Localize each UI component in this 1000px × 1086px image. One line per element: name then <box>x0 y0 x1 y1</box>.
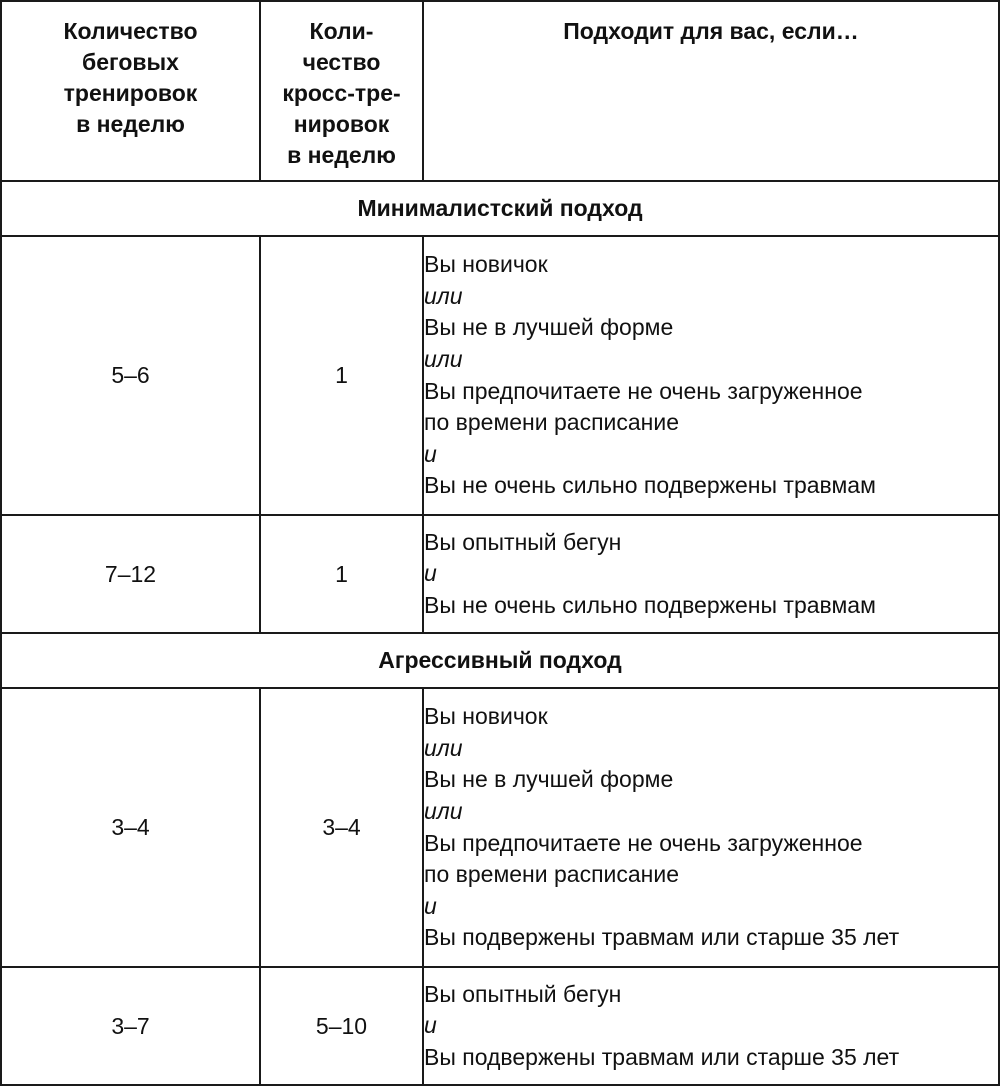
condition-line: Вы новичок <box>424 251 548 278</box>
conjunction: или <box>424 345 463 372</box>
table-row <box>1 236 999 515</box>
conjunction: и <box>424 1012 437 1039</box>
section-title: Агрессивный подход <box>1 633 999 688</box>
conditions-cell <box>423 515 999 633</box>
condition-line: Вы опытный бегун <box>424 980 622 1007</box>
conjunction: и <box>424 440 437 467</box>
condition-line: Вы не очень сильно подвержены травмам <box>424 472 876 499</box>
condition-line: Вы не очень сильно подвержены травмам <box>424 591 876 618</box>
section-row-minimalist <box>1 181 999 236</box>
cross-cell: 1 <box>260 236 423 515</box>
condition-line: Вы подвержены травмам или старше 35 лет <box>424 924 900 951</box>
cross-cell: 1 <box>260 515 423 633</box>
runs-cell: 3–7 <box>1 967 260 1085</box>
header-row <box>1 1 999 181</box>
conjunction: или <box>424 282 463 309</box>
runs-cell: 5–6 <box>1 236 260 515</box>
conjunction: или <box>424 734 463 761</box>
condition-line: Вы не в лучшей форме <box>424 766 674 793</box>
runs-cell: 3–4 <box>1 688 260 967</box>
conditions-cell <box>423 236 999 515</box>
condition-line: Вы новичок <box>424 703 548 730</box>
conjunction: и <box>424 560 437 587</box>
header-suitable-if: Подходит для вас, если… <box>423 1 999 181</box>
header-cross-per-week: Коли- чество кросс-тре- нировок в неделю <box>260 1 423 181</box>
condition-line: Вы не в лучшей форме <box>424 314 674 341</box>
table-row <box>1 688 999 967</box>
condition-line: Вы опытный бегун <box>424 528 622 555</box>
table-row <box>1 967 999 1085</box>
cross-cell: 3–4 <box>260 688 423 967</box>
conjunction: и <box>424 892 437 919</box>
section-title: Минималистский подход <box>1 181 999 236</box>
table-row <box>1 515 999 633</box>
runs-cell: 7–12 <box>1 515 260 633</box>
condition-line: Вы подвержены травмам или старше 35 лет <box>424 1043 900 1070</box>
header-runs-per-week: Количество беговых тренировок в неделю <box>1 1 260 181</box>
section-row-aggressive <box>1 633 999 688</box>
cross-cell: 5–10 <box>260 967 423 1085</box>
conditions-cell <box>423 688 999 967</box>
condition-line: по времени расписание <box>424 861 679 888</box>
condition-line: Вы предпочитаете не очень загруженное <box>424 829 863 856</box>
conditions-cell <box>423 967 999 1085</box>
conjunction: или <box>424 797 463 824</box>
condition-line: Вы предпочитаете не очень загруженное <box>424 377 863 404</box>
condition-line: по времени расписание <box>424 409 679 436</box>
